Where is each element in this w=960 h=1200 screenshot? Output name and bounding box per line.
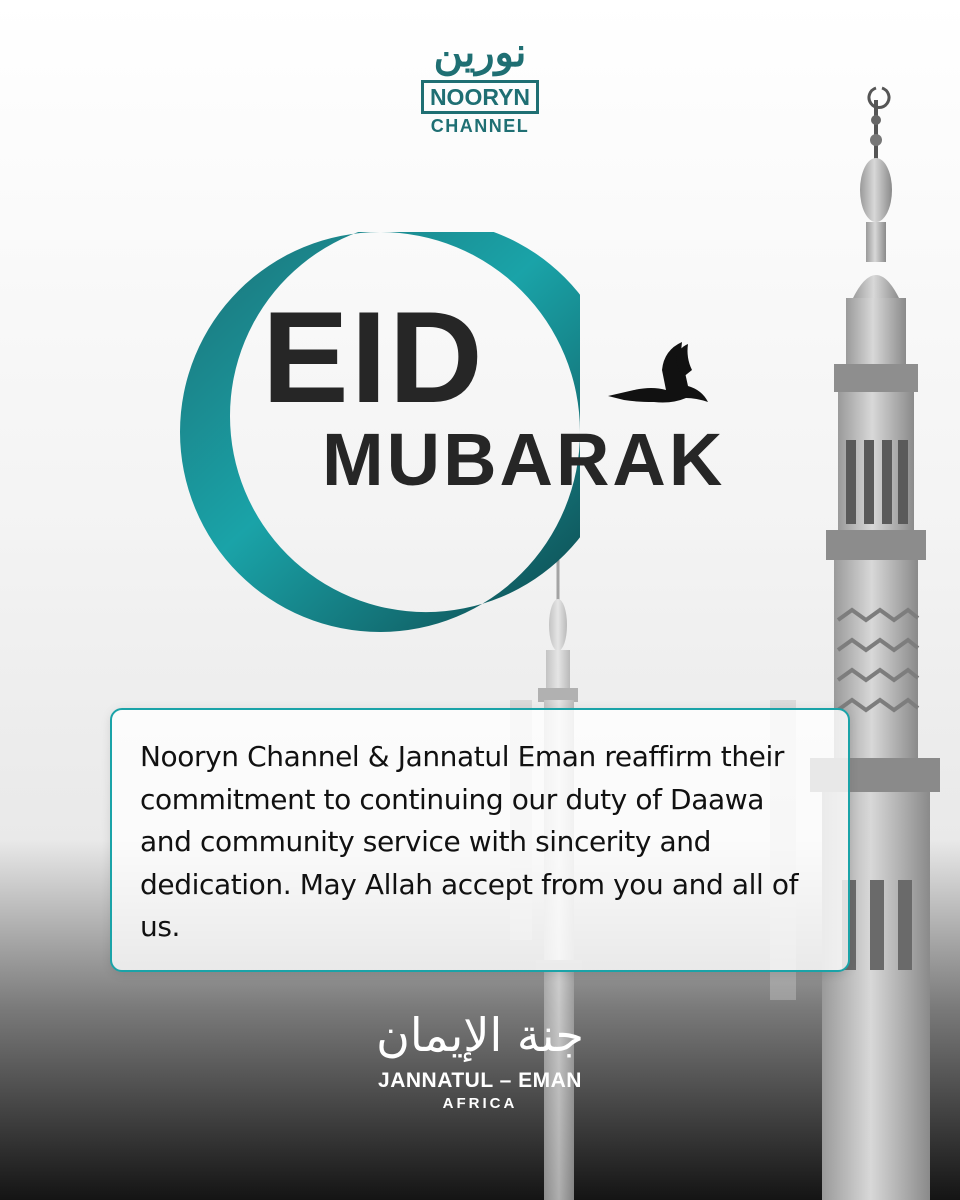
nooryn-channel-label: CHANNEL (430, 116, 530, 136)
jannatul-eman-name: JANNATUL – EMAN (378, 1069, 582, 1092)
mubarak-heading: MUBARAK (322, 418, 726, 501)
jannatul-eman-arabic-wordmark: جنة الإيمان (376, 1008, 584, 1062)
nooryn-arabic-wordmark: نورين (433, 29, 527, 76)
eid-message: Nooryn Channel & Jannatul Eman reaffirm their commitment to continuing our duty of Daawa and community service with sincerity and dedication. May Allah accept from you and all of us. (140, 740, 799, 943)
eid-heading: EID (262, 284, 485, 430)
nooryn-logo (400, 28, 560, 137)
jannatul-eman-logo (330, 1005, 630, 1112)
message-card (110, 708, 850, 972)
jannatul-eman-region: AFRICA (442, 1095, 518, 1112)
nooryn-wordmark: NOORYN (421, 80, 539, 114)
bird-icon (606, 340, 710, 412)
